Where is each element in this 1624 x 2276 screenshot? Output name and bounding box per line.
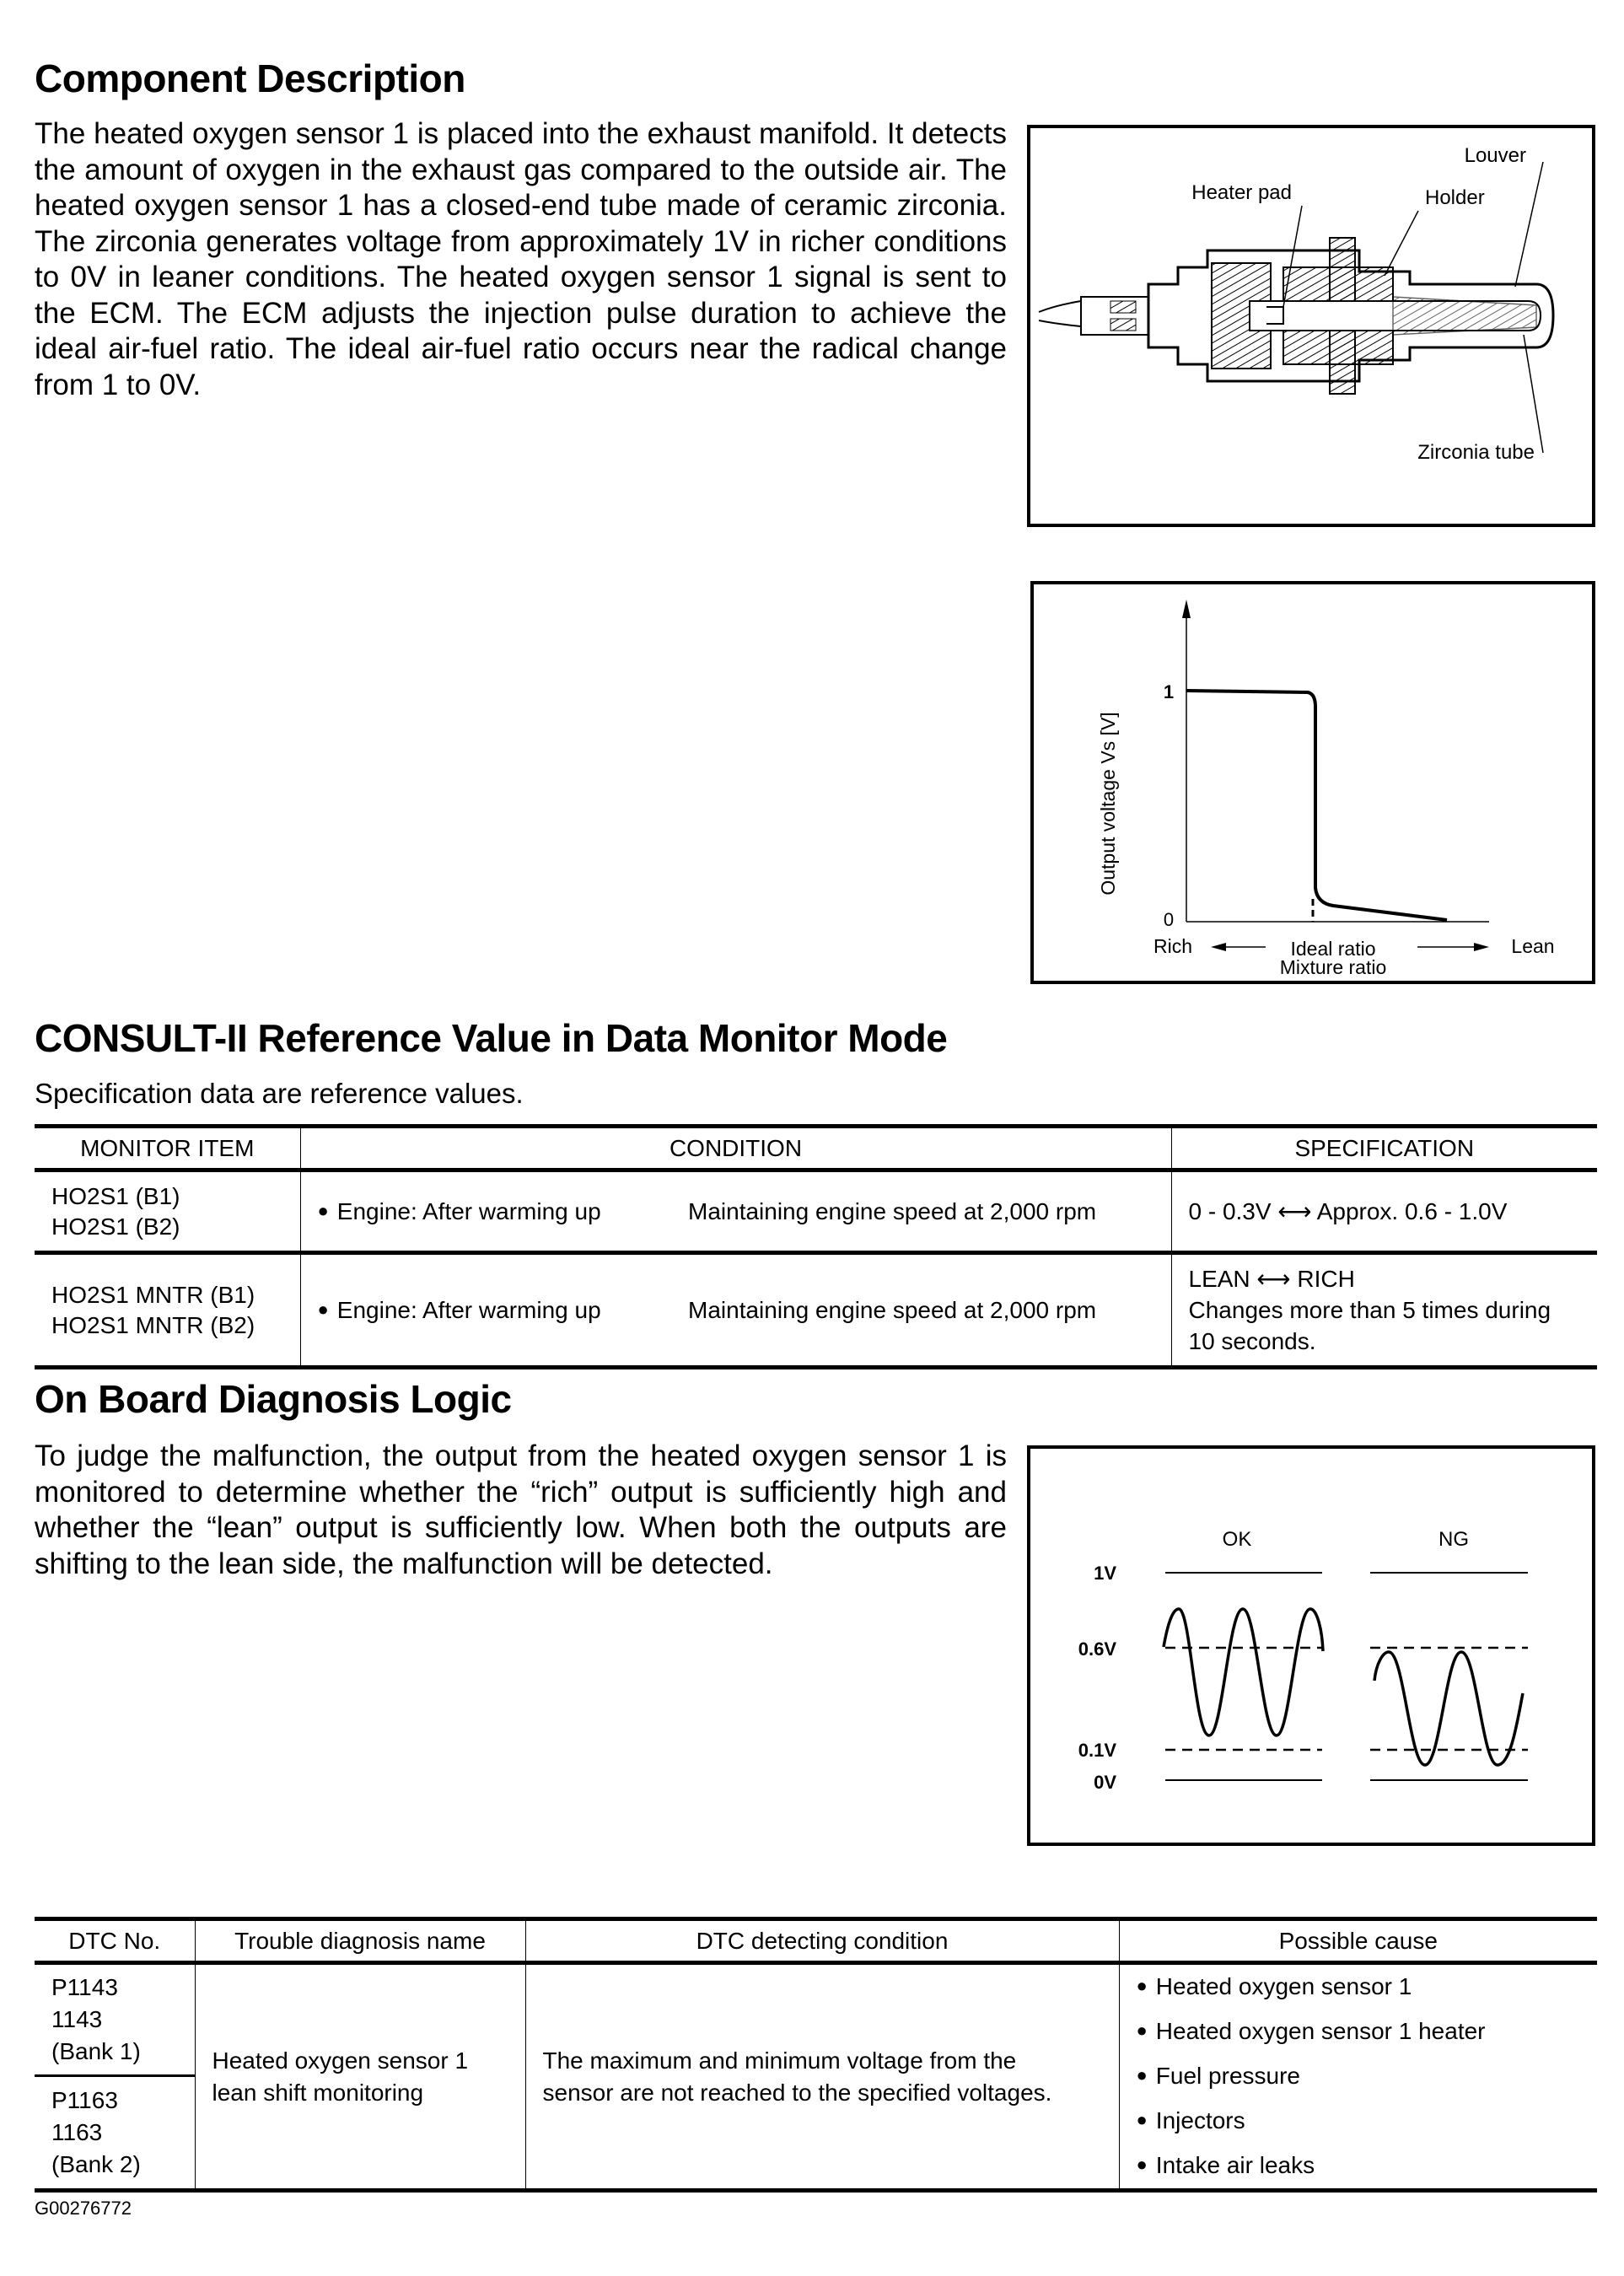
svg-text:0.1V: 0.1V [1078, 1740, 1116, 1761]
possible-cause-cell [1119, 1963, 1597, 2191]
sensor-cross-section-diagram [1027, 125, 1595, 527]
rich-label: Rich [1153, 935, 1193, 957]
waveform-plot [1030, 1449, 1592, 1843]
table-header-row [35, 1919, 1597, 1963]
y-axis-arrow-icon [1182, 600, 1191, 618]
condition-detail-cell: Maintaining engine speed at 2,000 rpm [688, 1296, 1097, 1323]
header-monitor-item: MONITOR ITEM [80, 1134, 255, 1161]
lean-label: Lean [1511, 935, 1555, 957]
ideal-ratio-label: Ideal ratio [1290, 938, 1376, 960]
obd-paragraph: To judge the malfunction, the output from the heated oxygen sensor 1 is monitored to determine whether the “rich” output is sufficiently high and whether the “lean” output is sufficiently low. When both the outputs are shifting to the lean side, the malfunction will be detected. [35, 1439, 1007, 1580]
y-axis-label: Output voltage Vs [V] [1097, 712, 1119, 896]
svg-text:0.6V: 0.6V [1078, 1638, 1116, 1660]
component-description-paragraph: The heated oxygen sensor 1 is placed into the exhaust manifold. It detects the amount of oxygen in the exhaust gas compared to the outside air. The heated oxygen sensor 1 has a closed-end tube made of ceramic zirconia. The zirconia generates voltage from approximately 1V in richer conditions to 0V in leaner conditions. The heated oxygen sensor 1 signal is sent to the ECM. The ECM adjusts the injection pulse duration to achieve the ideal air-fuel ratio. The ideal air-fuel ratio occurs near the radical change from 1 to 0V. [35, 117, 1007, 401]
cause-item: ● Injectors [1137, 2099, 1581, 2144]
dtc-bank1-cell: P1143 1143 (Bank 1) [35, 1963, 195, 2076]
svg-text:0V: 0V [1094, 1772, 1116, 1793]
output-voltage-chart [1030, 581, 1595, 984]
consult-subtitle: Specification data are reference values. [35, 1078, 524, 1109]
louver-label: Louver [1464, 144, 1526, 167]
dtc-table [35, 1917, 1597, 2193]
cause-item: ● Heated oxygen sensor 1 heater [1137, 2010, 1581, 2054]
figure-id: G00276772 [35, 2198, 132, 2219]
component-description-heading: Component Description [35, 56, 465, 100]
y-tick-0: 0 [1163, 909, 1175, 930]
cause-item: ● Fuel pressure [1137, 2054, 1581, 2099]
condition-cell: ● Engine: After warming up [300, 1170, 671, 1253]
header-specification: SPECIFICATION [1171, 1127, 1597, 1170]
consult-heading: CONSULT-II Reference Value in Data Monitor Mode [35, 1016, 948, 1060]
ng-label: NG [1438, 1528, 1469, 1551]
header-dtc-no: DTC No. [68, 1927, 161, 1954]
header-diagnosis-name: Trouble diagnosis name [195, 1919, 525, 1963]
component-description-text [35, 116, 1007, 403]
ok-label: OK [1222, 1528, 1252, 1551]
output-voltage-plot [1034, 584, 1592, 981]
header-detecting-condition: DTC detecting condition [525, 1919, 1119, 1963]
table-row [35, 1170, 1597, 1253]
obd-text [35, 1439, 1007, 1582]
table-row [35, 1253, 1597, 1368]
table-header-row [35, 1127, 1597, 1170]
monitor-item-cell: HO2S1 (B1) HO2S1 (B2) [51, 1182, 180, 1240]
monitor-item-cell: HO2S1 MNTR (B1) HO2S1 MNTR (B2) [51, 1281, 255, 1338]
cause-item: ● Heated oxygen sensor 1 [1137, 1965, 1581, 2010]
condition-cell: ● Engine: After warming up [300, 1253, 671, 1368]
ok-ng-waveform-diagram [1027, 1445, 1595, 1846]
diagnosis-name-cell: Heated oxygen sensor 1 lean shift monitoring [195, 1963, 525, 2191]
sensor-illustration [1030, 128, 1592, 524]
dtc-bank2-cell: P1163 1163 (Bank 2) [51, 2086, 141, 2177]
lean-arrow-icon [1474, 943, 1489, 951]
x-axis-label: Mixture ratio [1279, 956, 1387, 978]
header-condition: CONDITION [300, 1127, 1171, 1170]
heater-pad-label: Heater pad [1191, 181, 1292, 204]
obd-heading: On Board Diagnosis Logic [35, 1377, 512, 1421]
detecting-condition-cell: The maximum and minimum voltage from the sensor are not reached to the specified voltages. [525, 1963, 1119, 2191]
condition-detail-cell: Maintaining engine speed at 2,000 rpm [688, 1197, 1097, 1224]
consult-reference-table [35, 1124, 1597, 1369]
specification-cell: 0 - 0.3V ⟷ Approx. 0.6 - 1.0V [1171, 1170, 1597, 1253]
holder-label: Holder [1425, 186, 1485, 209]
svg-text:1V: 1V [1094, 1563, 1116, 1584]
table-row [35, 1963, 1597, 2076]
rich-arrow-icon [1211, 943, 1226, 951]
header-possible-cause: Possible cause [1119, 1919, 1597, 1963]
zirconia-tube-label: Zirconia tube [1417, 441, 1535, 464]
specification-cell: LEAN ⟷ RICH Changes more than 5 times during 10 seconds. [1171, 1253, 1597, 1368]
cause-item: ● Intake air leaks [1137, 2144, 1581, 2188]
y-tick-1: 1 [1163, 681, 1175, 702]
